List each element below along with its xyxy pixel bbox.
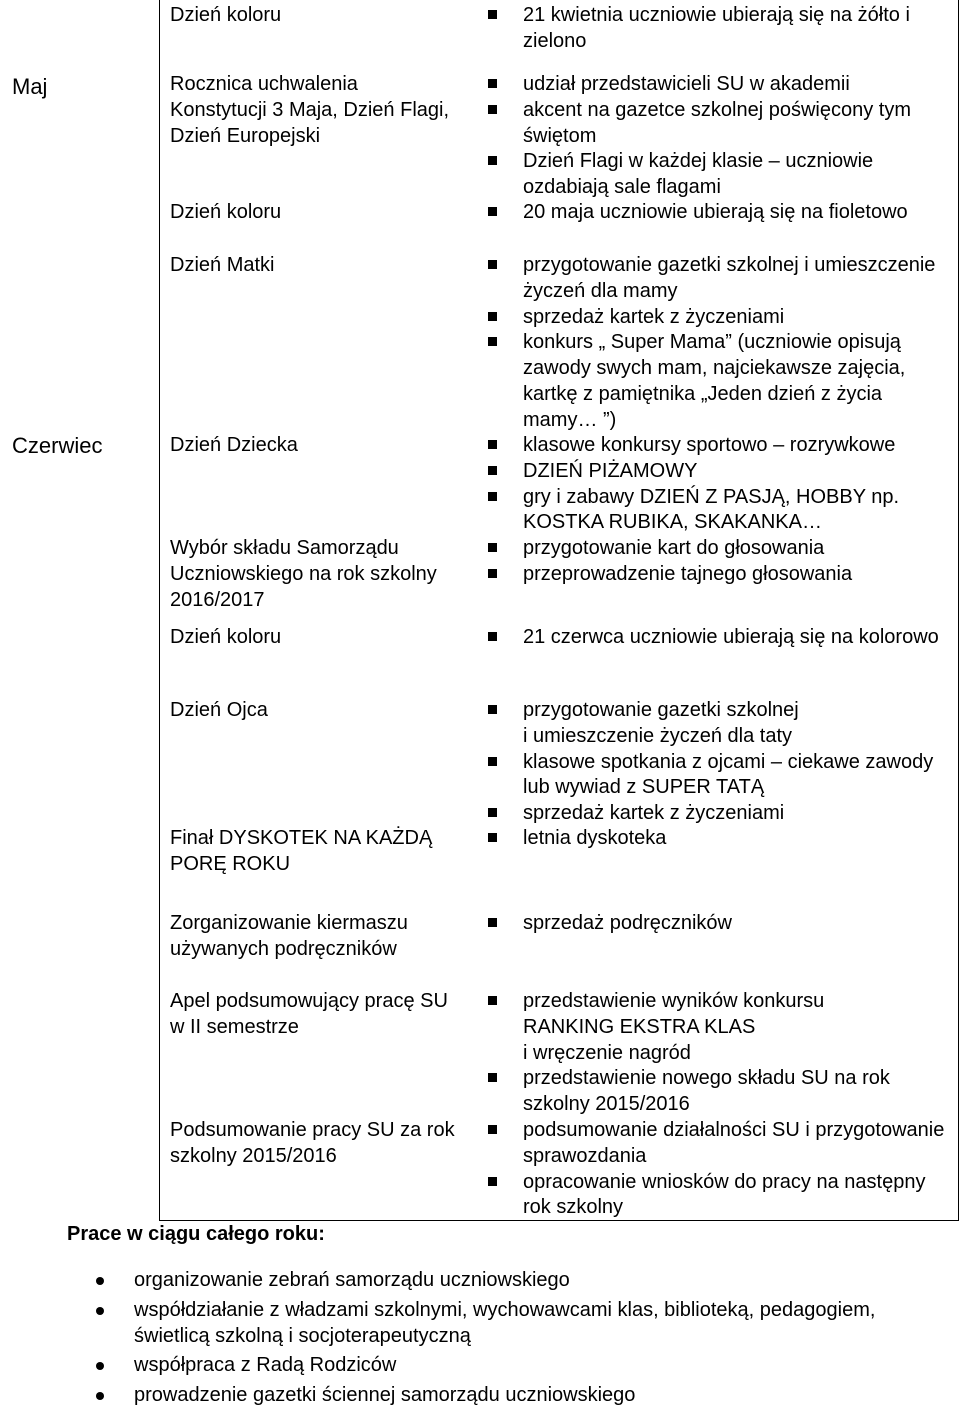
table-border-right [958,0,959,1221]
square-bullet-icon [488,440,497,449]
list-item-text: podsumowanie działalności SU i przygotowanie sprawozdania [523,1119,945,1167]
list-item-text: współpraca z Radą Rodziców [134,1354,397,1377]
list-item-text: przedstawienie nowego składu SU na rok szkolny 2015/2016 [523,1067,890,1116]
list-item-text: RANKING EKSTRA KLAS [523,1015,756,1038]
list-item [96,1353,956,1379]
activity-list [488,698,958,827]
activity-list [488,1118,958,1221]
event-cell: Apel podsumowujący pracę SU w II semestrze [170,990,448,1038]
list-item [488,433,958,459]
list-item-text: i umieszczenie życzeń dla taty [523,724,793,747]
list-item-text: konkurs „ Super Mama” (uczniowie opisują zawody swych mam, najciekawsze zajęcia, kartkę z pamiętnika „Jeden dzień z życia mamy… ”) [523,331,906,431]
square-bullet-icon [488,260,497,269]
list-item-text: i wręczenie nagród [523,1041,691,1064]
square-bullet-icon [488,757,497,766]
round-bullet-icon [96,1362,104,1370]
list-item [488,625,958,651]
list-item [488,149,958,201]
event-cell: Dzień Dziecka [170,434,298,456]
list-item [488,98,958,150]
list-item [488,485,958,537]
activity-list [488,433,958,536]
list-item [96,1383,956,1409]
list-item [488,750,958,802]
round-bullet-icon [96,1277,104,1285]
activity-list [488,989,958,1118]
square-bullet-icon [488,466,497,475]
square-bullet-icon [488,918,497,927]
list-item [488,1118,958,1170]
month-june: Czerwiec [12,433,103,458]
list-item [488,459,958,485]
list-item [488,1066,958,1118]
activity-list [488,826,958,852]
list-item [488,562,958,588]
list-item [488,72,958,98]
list-item [96,1298,956,1350]
list-item [488,200,958,226]
list-item [488,305,958,331]
event-cell: Dzień koloru [170,4,282,26]
list-item-text: sprzedaż kartek z życzeniami [523,802,785,825]
activity-list [488,253,958,434]
event-cell: Wybór składu Samorządu Uczniowskiego na rok szkolny 2016/2017 [170,537,437,611]
list-item-text: opracowanie wniosków do pracy na następny rok szkolny [523,1170,926,1219]
square-bullet-icon [488,492,497,501]
list-item-text: sprzedaż podręczników [523,912,732,934]
list-item-text: przygotowanie gazetki szkolnej [523,699,799,721]
square-bullet-icon [488,996,497,1005]
event-cell: Rocznica uchwalenia Konstytucji 3 Maja, Dzień Flagi, Dzień Europejski [170,73,450,147]
list-item-text: Dzień Flagi w każdej klasie – uczniowie ozdabiają sale flagami [523,150,874,199]
list-item-text: 21 kwietnia uczniowie ubierają się na żółto i zielono [523,4,910,52]
square-bullet-icon [488,10,497,19]
list-item-text: przygotowanie gazetki szkolnej i umieszczenie życzeń dla mamy [523,254,936,302]
activity-list [488,625,958,651]
square-bullet-icon [488,337,497,346]
round-bullet-icon [96,1392,104,1400]
square-bullet-icon [488,207,497,216]
list-item-text: sprzedaż kartek z życzeniami [523,305,785,328]
list-item [488,3,958,55]
list-item-text: 20 maja uczniowie ubierają się na fioletowo [523,201,908,223]
yearly-heading: Prace w ciągu całego roku: [67,1223,325,1245]
square-bullet-icon [488,79,497,88]
list-item [488,911,958,937]
event-cell: Dzień koloru [170,201,282,223]
activity-list [488,911,958,937]
square-bullet-icon [488,156,497,165]
list-item-text: klasowe konkursy sportowo – rozrywkowe [523,434,896,456]
event-cell: Dzień Matki [170,254,275,276]
round-bullet-icon [96,1307,104,1315]
list-item-text: przygotowanie kart do głosowania [523,537,825,559]
list-item [488,801,958,827]
square-bullet-icon [488,1177,497,1186]
list-item [96,1268,956,1294]
yearly-list [96,1268,956,1413]
table-border-left [159,0,160,1221]
list-item-text: przeprowadzenie tajnego głosowania [523,562,853,585]
list-item-text: udział przedstawicieli SU w akademii [523,73,850,95]
list-item-text: gry i zabawy DZIEŃ Z PASJĄ, HOBBY np. KOSTKA RUBIKA, SKAKANKA… [523,485,900,534]
square-bullet-icon [488,543,497,552]
list-item [488,330,958,433]
list-item [488,724,958,750]
square-bullet-icon [488,808,497,817]
square-bullet-icon [488,833,497,842]
list-item-text: współdziałanie z władzami szkolnymi, wychowawcami klas, biblioteką, pedagogiem, świetlicą szkolną i socjoterapeutyczną [134,1298,876,1347]
list-item [488,1041,958,1067]
list-item-text: letnia dyskoteka [523,827,667,849]
event-cell: Podsumowanie pracy SU za rok szkolny 2015/2016 [170,1119,455,1167]
square-bullet-icon [488,312,497,321]
list-item [488,1170,958,1222]
list-item [488,253,958,305]
event-cell: Dzień Ojca [170,699,268,721]
list-item [488,536,958,562]
list-item [488,698,958,724]
list-item-text: organizowanie zebrań samorządu uczniowskiego [134,1269,570,1291]
event-cell: Zorganizowanie kiermaszu używanych podręczników [170,912,408,960]
activity-list [488,72,958,201]
list-item [488,989,958,1015]
event-cell: Finał DYSKOTEK NA KAŻDĄ PORĘ ROKU [170,827,433,875]
activity-list [488,536,958,588]
square-bullet-icon [488,705,497,714]
square-bullet-icon [488,105,497,114]
square-bullet-icon [488,569,497,578]
list-item-text: 21 czerwca uczniowie ubierają się na kolorowo [523,626,939,648]
event-cell: Dzień koloru [170,626,282,648]
activity-list [488,3,958,55]
list-item [488,1015,958,1041]
square-bullet-icon [488,1125,497,1134]
list-item-text: przedstawienie wyników konkursu [523,990,825,1012]
list-item [488,826,958,852]
list-item-text: prowadzenie gazetki ściennej samorządu uczniowskiego [134,1384,636,1407]
activity-list [488,200,958,226]
list-item-text: akcent na gazetce szkolnej poświęcony tym świętom [523,98,911,147]
square-bullet-icon [488,1073,497,1082]
month-may: Maj [12,74,48,99]
list-item-text: klasowe spotkania z ojcami – ciekawe zawody lub wywiad z SUPER TATĄ [523,750,934,799]
square-bullet-icon [488,632,497,641]
list-item-text: DZIEŃ PIŻAMOWY [523,459,698,482]
